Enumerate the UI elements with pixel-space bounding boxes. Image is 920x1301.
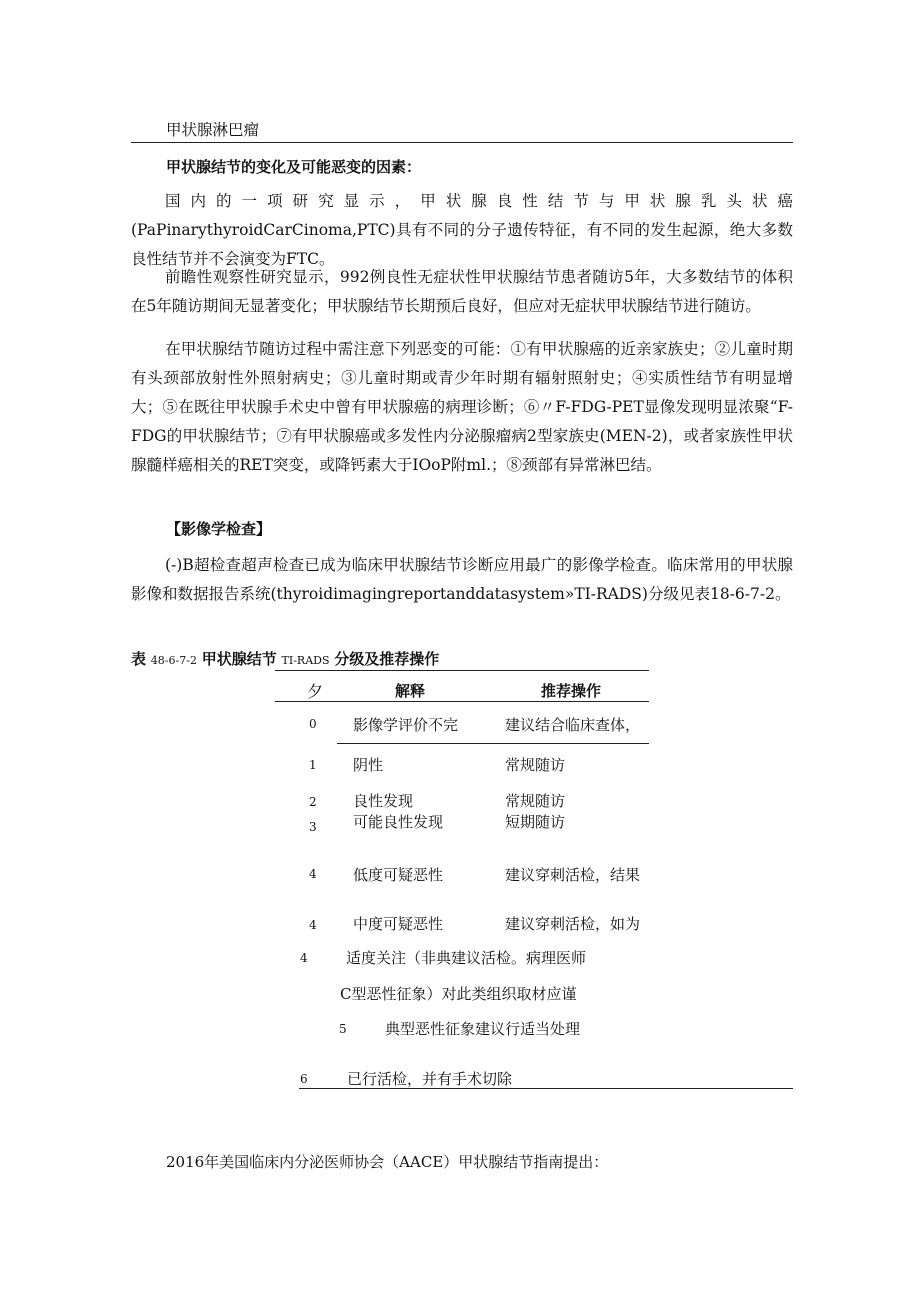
table-row-text: 适度关注（非典建议活检。病理医师 — [346, 949, 587, 967]
table-row-num: 4 — [309, 867, 317, 881]
table-row-text: 典型恶性征象建议行适当处理 — [385, 1020, 581, 1038]
table-row-action: 短期随访 — [505, 813, 566, 831]
caption-title-part2: 分级及推荐操作 — [334, 650, 440, 668]
table-row-desc: 中度可疑恶性 — [353, 915, 444, 933]
table-row-action: 建议穿刺活检，如为 — [505, 915, 641, 933]
table-row-action: 建议穿刺活检，结果 — [505, 866, 641, 884]
table-row-num: 4 — [309, 918, 317, 932]
caption-title-part1: 甲状腺结节 — [201, 650, 277, 668]
table-row-num: 6 — [300, 1072, 308, 1086]
paragraph-domestic-study: 国内的一项研究显示，甲状腺良性结节与甲状腺乳头状癌(PaPinarythyroidCarCinoma,PTC)具有不同的分子遗传特征，有不同的发生起源，绝大多数良性结节并不会演变为FTC。 — [131, 192, 793, 268]
table-row-num: 2 — [309, 795, 317, 809]
table-row-text: C型恶性征象）对此类组织取材应谨 — [340, 985, 577, 1003]
table-header-grade: 夕 — [307, 682, 324, 701]
table-row-action: 常规随访 — [505, 792, 566, 810]
caption-prefix: 表 — [131, 650, 147, 668]
section-heading-nodule-changes: 甲状腺结节的变化及可能恶变的因素： — [166, 158, 422, 176]
table-row-num: 5 — [339, 1022, 347, 1036]
table-row-desc: 低度可疑恶性 — [353, 866, 444, 884]
table-header-action: 推荐操作 — [541, 682, 602, 700]
paragraph-malignancy-risks: 在甲状腺结节随访过程中需注意下列恶变的可能：①有甲状腺癌的近亲家族史；②儿童时期有头颈部放射性外照射病史；③儿童时期或青少年时期有辐射照射史；④实质性结节有明显增大；⑤在既往甲状腺手术史中曾有甲状腺癌的病理诊断；⑥〃F-FDG-PET显像发现明显浓聚“F-FDG的甲状腺结节；⑦有甲状腺癌或多发性内分泌腺瘤病2型家族史(MEN-2)，或者家族性甲状腺髓样癌相关的RET突变，或降钙素大于IOoP附ml.；⑧颈部有异常淋巴结。 — [131, 340, 793, 474]
table-row-num: 1 — [309, 758, 317, 772]
table-row-desc: 可能良性发现 — [353, 813, 444, 831]
table-row-rule — [337, 743, 649, 744]
paragraph-ultrasound: (-)B超检查超声检查已成为临床甲状腺结节诊断应用最广的影像学检查。临床常用的甲状腺影像和数据报告系统(thyroidimagingreportanddatasystem»TI-RADS)分级见表18-6-7-2。 — [131, 556, 793, 603]
table-row-action: 建议结合临床查体， — [505, 716, 641, 734]
caption-number: 48-6-7-2 — [150, 654, 197, 667]
table-row-text: 已行活检，并有手术切除 — [347, 1070, 513, 1088]
table-row-num: 4 — [300, 951, 308, 965]
table-top-rule — [275, 670, 649, 671]
table-caption — [131, 648, 439, 669]
table-header-explanation: 解释 — [395, 682, 426, 700]
table-header-rule — [275, 701, 649, 702]
table-row-desc: 良性发现 — [353, 792, 414, 810]
paragraph-prospective-study: 前瞻性观察性研究显示，992例良性无症状性甲状腺结节患者随访5年，大多数结节的体积在5年随访期间无显著变化；甲状腺结节长期预后良好，但应对无症状甲状腺结节进行随访。 — [131, 268, 793, 315]
paragraph-aace-guideline: 2016年美国临床内分泌医师协会（AACE）甲状腺结节指南提出： — [166, 1153, 609, 1171]
table-row-desc: 影像学评价不完 — [353, 716, 459, 734]
header-rule — [131, 142, 793, 143]
table-row-desc: 阴性 — [353, 756, 384, 774]
table-row-action: 常规随访 — [505, 756, 566, 774]
table-row-num: 0 — [309, 717, 317, 731]
running-header: 甲状腺淋巴瘤 — [166, 121, 260, 139]
table-row-num: 3 — [309, 820, 317, 834]
section-heading-imaging: 【影像学检查】 — [166, 520, 272, 538]
caption-tirads: TI-RADS — [281, 654, 330, 667]
